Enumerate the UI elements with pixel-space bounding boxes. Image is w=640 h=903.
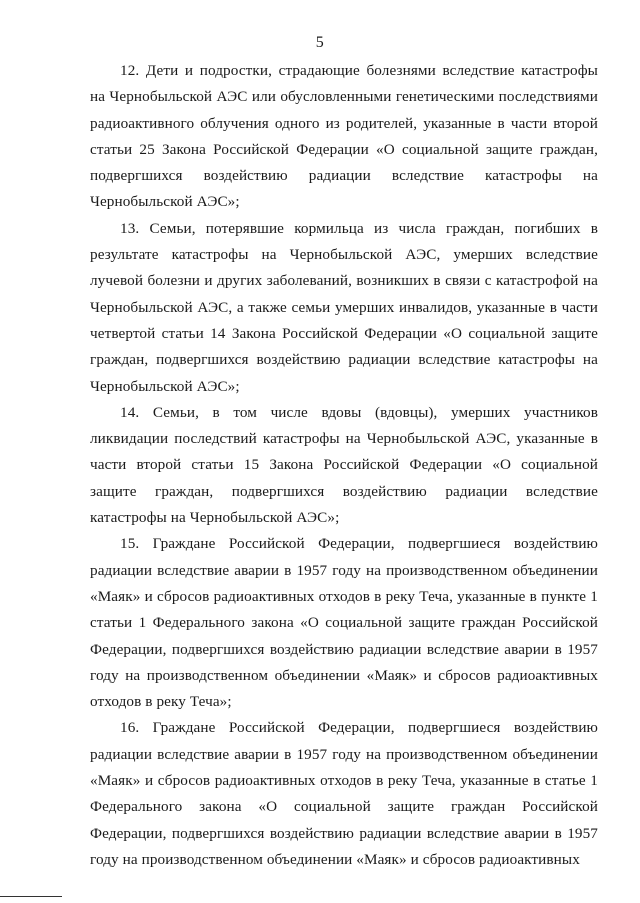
footnote-divider bbox=[0, 896, 62, 897]
document-body bbox=[90, 58, 598, 873]
page-number: 5 bbox=[315, 34, 325, 51]
paragraph-item-14: 14. Семьи, в том числе вдовы (вдовцы), умерших участников ликвидации последствий катастрофы на Чернобыльской АЭС, указанные в части второй статьи 15 Закона Российской Федерации «О социальной защите граждан, подвергшихся воздействию радиации вследствие катастрофы на Чернобыльской АЭС»; bbox=[90, 403, 598, 527]
paragraph-item-15: 15. Граждане Российской Федерации, подвергшиеся воздействию радиации вследствие аварии в 1957 году на производственном объединении «Маяк» и сбросов радиоактивных отходов в реку Теча, указанные в пункте 1 статьи 1 Федерального закона «О социальной защите граждан Российской Федерации, подвергшихся воздействию радиации вследствие аварии в 1957 году на производственном объединении «Маяк» и сбросов радиоактивных отходов в реку Теча»; bbox=[90, 535, 598, 711]
paragraph-item-13: 13. Семьи, потерявшие кормильца из числа граждан, погибших в результате катастрофы на Чернобыльской АЭС, умерших вследствие лучевой болезни и других заболеваний, возникших в связи с катастрофой на Чернобыльской АЭС, а также семьи умерших инвалидов, указанные в части четвертой статьи 14 Закона Российской Федерации «О социальной защите граждан, подвергшихся воздействию радиации вследствие катастрофы на Чернобыльской АЭС»; bbox=[90, 219, 598, 395]
paragraph-item-16: 16. Граждане Российской Федерации, подвергшиеся воздействию радиации вследствие аварии в 1957 году на производственном объединении «Маяк» и сбросов радиоактивных отходов в реку Теча, указанные в статье 1 Федерального закона «О социальной защите граждан Российской Федерации, подвергшихся воздействию радиации вследствие аварии в 1957 году на производственном объединении «Маяк» и сбросов радиоактивных bbox=[90, 719, 598, 868]
paragraph-item-12: 12. Дети и подростки, страдающие болезнями вследствие катастрофы на Чернобыльской АЭС или обусловленными генетическими последствиями радиоактивного облучения одного из родителей, указанные в части второй статьи 25 Закона Российской Федерации «О социальной защите граждан, подвергшихся воздействию радиации вследствие катастрофы на Чернобыльской АЭС»; bbox=[90, 62, 598, 211]
